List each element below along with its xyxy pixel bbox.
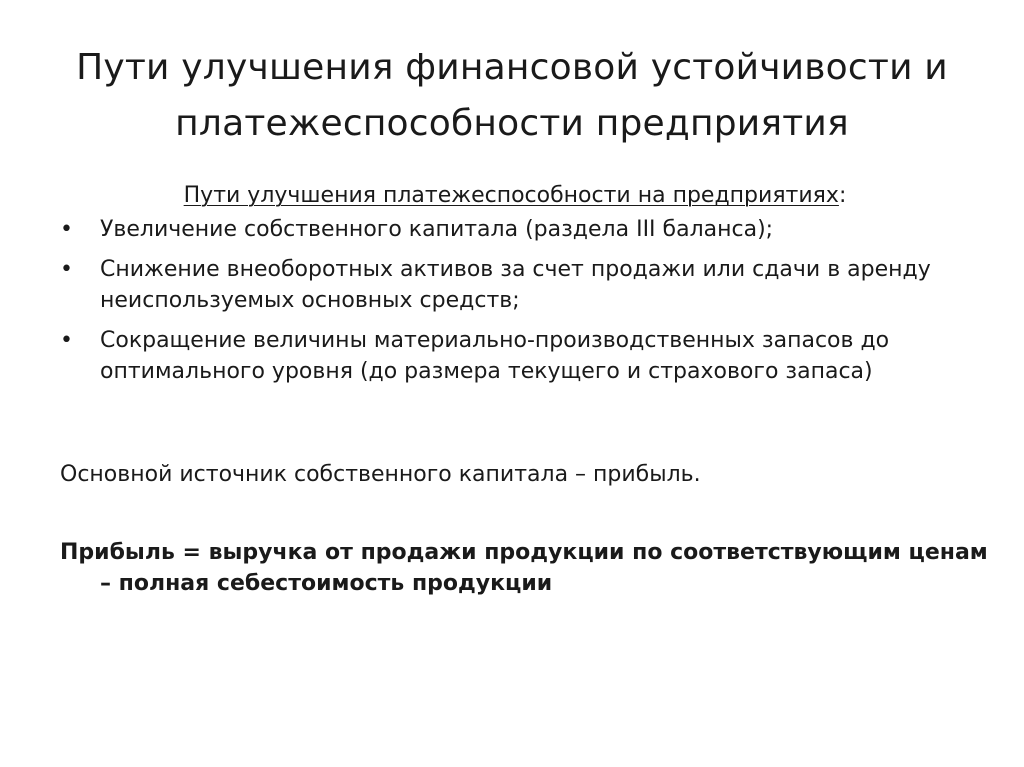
slide-title-line-1: Пути улучшения финансовой устойчивости и: [76, 47, 948, 88]
bullet-list: [60, 214, 990, 396]
subtitle-underlined-text: Пути улучшения платежеспособности на предприятиях: [183, 183, 839, 208]
bullet-icon: •: [60, 217, 73, 242]
slide-title: [40, 40, 984, 152]
list-item: [60, 325, 990, 387]
subtitle-suffix: :: [838, 183, 847, 208]
profit-formula-paragraph: Прибыль = выручка от продажи продукции по соответствующим ценам – полная себестоимость продукции: [60, 540, 988, 596]
list-item-text: Снижение внеоборотных активов за счет продажи или сдачи в аренду неиспользуемых основных средств;: [100, 257, 931, 313]
slide-title-line-2: платежеспособности предприятия: [175, 103, 849, 144]
bullet-icon: •: [60, 328, 73, 353]
list-item: [60, 214, 990, 245]
list-item: [60, 254, 990, 316]
bullet-icon: •: [60, 257, 73, 282]
list-item-text: Увеличение собственного капитала (раздела III баланса);: [100, 217, 774, 242]
list-item-text: Сокращение величины материально-производственных запасов до оптимального уровня (до размера текущего и страхового запаса): [100, 328, 890, 384]
equity-source-paragraph: Основной источник собственного капитала – прибыль.: [60, 462, 701, 487]
slide-subtitle: [140, 180, 890, 212]
